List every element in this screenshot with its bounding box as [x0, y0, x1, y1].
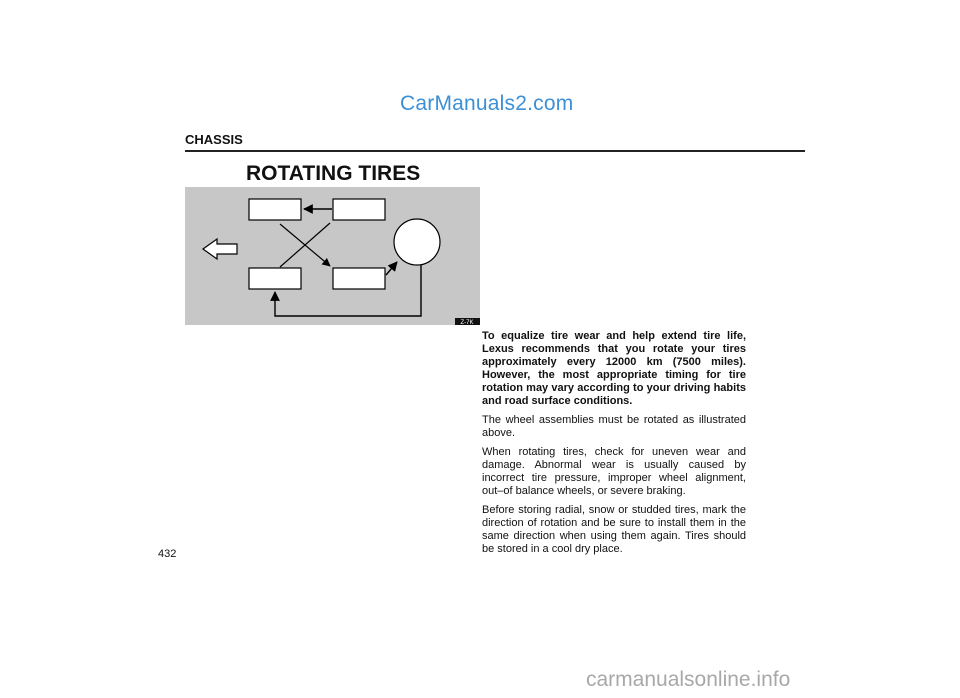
page-title: ROTATING TIRES	[246, 162, 421, 185]
tire-rotation-diagram	[185, 187, 480, 325]
body-paragraph-wear: When rotating tires, check for uneven wear and damage. Abnormal wear is usually caused by incorrect tire pressure, improper wheel alignment, out–of balance wheels, or severe braking.	[482, 446, 746, 497]
watermark-bottom: carmanualsonline.info	[586, 668, 791, 691]
watermark-top: CarManuals2.com	[400, 92, 574, 115]
tire-front-right	[333, 199, 385, 220]
body-paragraph-intro: To equalize tire wear and help extend tire life, Lexus recommends that you rotate your tires approximately every 12000 km (7500 miles). However, the most appropriate timing for tire rotation may vary according to your driving habits and road surface conditions.	[482, 330, 746, 407]
tire-front-left	[249, 199, 301, 220]
figure-code: Z-7K	[460, 320, 474, 325]
tire-rotation-svg	[185, 187, 480, 325]
page-number: 432	[158, 548, 177, 560]
tire-rear-left	[249, 268, 301, 289]
forward-direction-arrow-icon	[203, 239, 237, 259]
body-paragraph-storage: Before storing radial, snow or studded tires, mark the direction of rotation and be sure to install them in the same direction when using them again. Tires should be stored in a cool dry place.	[482, 504, 746, 555]
spare-tire	[394, 219, 440, 265]
body-text	[482, 330, 746, 562]
body-paragraph-rotation: The wheel assemblies must be rotated as illustrated above.	[482, 414, 746, 439]
rotation-arrow-rr-to-spare	[386, 262, 397, 275]
header-rule	[185, 150, 805, 152]
section-header: CHASSIS	[185, 132, 243, 147]
tire-rear-right	[333, 268, 385, 289]
